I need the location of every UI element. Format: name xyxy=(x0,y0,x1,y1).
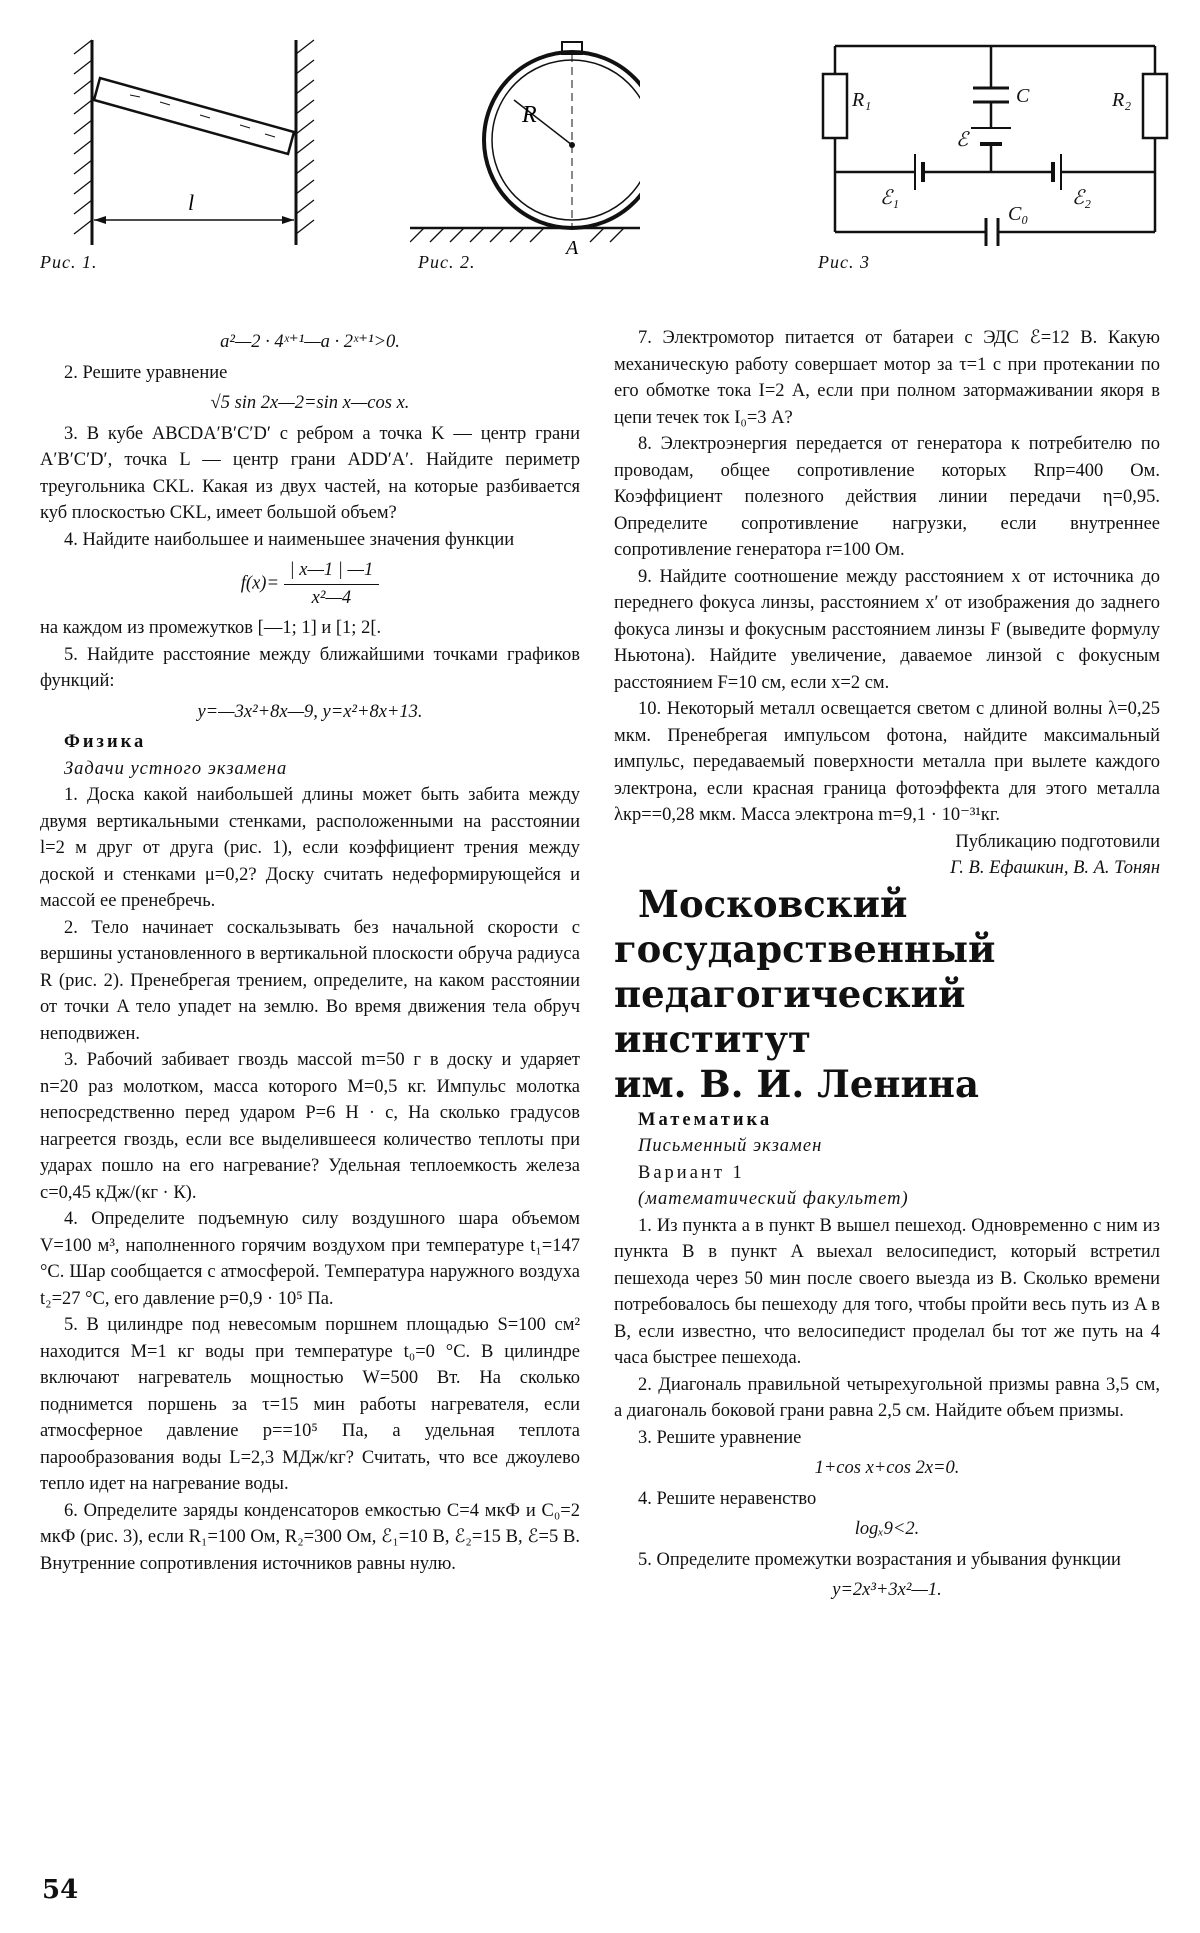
math-v1-problem-3: 3. Решите уравнение xyxy=(638,1427,802,1448)
fig2-label-R: R xyxy=(522,102,537,128)
math-problem-2: 2. Решите уравнение xyxy=(64,362,228,383)
math-problem-3: 3. В кубе ABCDA′B′C′D′ с ребром a точка K — центр грани A′B′C′D′, точка L — центр грани ADD′A′. Найдите периметр треугольника CKL. Какая из двух частей, на которые разбивается куб плоскостью CKL, имеет большой объем? xyxy=(40,423,580,523)
function-fraction xyxy=(284,557,380,611)
function-denominator: x²—4 xyxy=(311,587,352,608)
institute-line: педагогический xyxy=(614,971,966,1016)
figure-3-circuit xyxy=(810,36,1180,251)
math-problem-5: 5. Найдите расстояние между ближайшими точками графиков функций: xyxy=(40,644,580,691)
math-v1-problem-5: 5. Определите промежутки возрастания и убывания функции xyxy=(638,1549,1121,1570)
section-mathematics: Математика xyxy=(638,1109,773,1130)
faculty-note: (математический факультет) xyxy=(638,1189,909,1209)
institute-heading xyxy=(614,882,1160,1107)
function-numerator: | x—1 | —1 xyxy=(284,557,380,585)
math-problem-4: 4. Найдите наибольшее и наименьшее значения функции xyxy=(64,529,515,550)
function-formula xyxy=(40,557,580,611)
figure-1-caption: Рис. 1. xyxy=(40,252,98,272)
fig3-label-E2: ℰ₂ xyxy=(1072,187,1092,209)
physics-problem-9: 9. Найдите соотношение между расстоянием x от источника до переднего фокуса линзы, расстоянием x′ от изображения до заднего фокуса линзы и фокусным расстоянием линзы F (выведите формулу Ньютона). Найдите увеличение, даваемое линзой с фокусным расстоянием F=10 см, если x=2 см. xyxy=(614,566,1160,693)
fig2-label-A: A xyxy=(566,237,579,259)
math-problem-4-intervals: на каждом из промежутков [—1; 1] и [1; 2[. xyxy=(40,618,382,638)
right-column xyxy=(614,325,1160,1608)
credit-line: Публикацию подготовили xyxy=(955,831,1160,852)
section-physics: Физика xyxy=(64,732,147,752)
fig3-label-R1: R₁ xyxy=(852,89,872,111)
math-v1-function-5: y=2x³+3x²—1. xyxy=(832,1580,942,1600)
page-number: 54 xyxy=(42,1875,79,1905)
figure-1-board-between-walls xyxy=(60,30,320,260)
figure-2-hoop xyxy=(410,30,640,260)
math-v1-problem-2: 2. Диагональ правильной четырехугольной призмы равна 3,5 см, а диагональ боковой грани равна 2,5 см. Найдите объем призмы. xyxy=(614,1374,1160,1421)
physics-problem-6: 6. Определите заряды конденсаторов емкостью C=4 мкФ и C₀=2 мкФ (рис. 3), если R₁=100 Ом, R₂=300 Ом, ℰ₁=10 В, ℰ₂=15 В, ℰ=5 В. Внутренние сопротивления источников равны нулю. xyxy=(40,1500,580,1574)
physics-problem-2: 2. Тело начинает соскальзывать без начальной скорости с вершины установленного в вертикальной плоскости обруча радиуса R (рис. 2). Пренебрегая трением, определите, на каком расстоянии от точки A тело упадет на землю. Во время движения тела обруч неподвижен. xyxy=(40,917,580,1044)
physics-problem-5: 5. В цилиндре под невесомым поршнем площадью S=100 см² находится M=1 кг воды при температуре t₀=0 °C. В цилиндре включают нагреватель мощностью W=500 Вт. На сколько поднимется поршень за τ=15 мин работы нагревателя, если атмосферное давление p==10⁵ Па, а удельная теплота парообразования воды L=2,3 МДж/кг? Считать, что все джоулево тепло идет на нагревание воды. xyxy=(40,1315,580,1494)
fig3-label-R2: R₂ xyxy=(1112,89,1132,111)
institute-line: государственный xyxy=(614,926,996,971)
fig3-label-E1: ℰ₁ xyxy=(880,187,900,209)
equation-2: √5 sin 2x—2=sin x—cos x. xyxy=(210,393,410,413)
fig3-label-E: ℰ xyxy=(956,129,969,151)
math-v1-problem-1: 1. Из пункта a в пункт B вышел пешеход. Одновременно с ним из пункта B в пункт A выехал велосипедист, который встретил пешехода через 50 мин после своего выезда из B. Сколько времени потребовалось бы пешеходу для того, чтобы пройти весь путь из A в B, если известно, что велосипедист проделал бы тот же путь на 4 часа быстрее пешехода. xyxy=(614,1215,1160,1368)
math-v1-equation-3: 1+cos x+cos 2x=0. xyxy=(814,1458,960,1478)
figure-3-caption: Рис. 3 xyxy=(818,252,870,272)
institute-line: Московский xyxy=(638,881,908,926)
fig3-label-C0: C₀ xyxy=(1008,203,1029,225)
equation-5: y=—3x²+8x—9, y=x²+8x+13. xyxy=(197,701,423,722)
credit-authors: Г. В. Ефашкин, В. А. Тонян xyxy=(950,858,1160,878)
function-lhs: f(x)= xyxy=(240,573,279,594)
physics-problem-8: 8. Электроэнергия передается от генератора к потребителю по проводам, общее сопротивление которых Rпр=400 Ом. Коэффициент полезного действия линии передачи η=0,95. Определите сопротивление нагрузки, если внутреннее сопротивление генератора r=100 Ом. xyxy=(614,434,1160,560)
physics-problem-10: 10. Некоторый металл освещается светом с длиной волны λ=0,25 мкм. Пренебрегая импульсом фотона, найдите максимальный импульс, передаваемый поверхности металла при вылете каждого электрона, если красная граница фотоэффекта для этого металла λкр==0,28 мкм. Масса электрона m=9,1 · 10⁻³¹кг. xyxy=(614,699,1160,825)
fig1-label-l: l xyxy=(188,190,195,215)
subsection-written-exam: Письменный экзамен xyxy=(638,1136,823,1156)
physics-problem-1: 1. Доска какой наибольшей длины может быть забита между двумя вертикальными стенками, расположенными на расстоянии l=2 м друг от друга (рис. 1), если коэффициент трения между доской и стенками μ=0,2? Доску считать недеформирующейся и массой ее пренебречь. xyxy=(40,785,580,911)
subsection-oral-exam: Задачи устного экзамена xyxy=(64,758,288,779)
physics-problem-7: 7. Электромотор питается от батареи с ЭДС ℰ=12 В. Какую механическую работу совершает мотор за τ=1 с при протекании по его обмотке тока I=2 А, если при полном затормаживании якоря в цепи течек ток I₀=3 А? xyxy=(614,328,1160,428)
physics-problem-3: 3. Рабочий забивает гвоздь массой m=50 г в доску и ударяет n=20 раз молотком, масса которого M=0,5 кг. Импульс молотка непосредственно перед ударом P=6 Н · с, На сколько градусов нагреется гвоздь, если все выделившееся количество теплоты при ударах пошло на его нагревание? Удельная теплоемкость железа c=0,45 кДж/(кг · К). xyxy=(40,1050,580,1203)
inequality: a²—2 · 4ˣ⁺¹—a · 2ˣ⁺¹>0. xyxy=(220,332,400,352)
variant-title: Вариант 1 xyxy=(638,1162,745,1183)
left-column xyxy=(40,325,580,1577)
fig3-label-C: C xyxy=(1016,85,1030,107)
math-v1-inequality-4: logₓ9<2. xyxy=(854,1519,920,1539)
institute-line: им. В. И. Ленина xyxy=(614,1061,979,1106)
institute-line: институт xyxy=(614,1016,811,1061)
math-v1-problem-4: 4. Решите неравенство xyxy=(638,1488,817,1509)
figure-2-caption: Рис. 2. xyxy=(418,252,476,272)
physics-problem-4: 4. Определите подъемную силу воздушного шара объемом V=100 м³, наполненного горячим воздухом при температуре t₁=147 °C. Шар сообщается с атмосферой. Температура наружного воздуха t₂=27 °C, его давление p=0,9 · 10⁵ Па. xyxy=(40,1209,580,1309)
